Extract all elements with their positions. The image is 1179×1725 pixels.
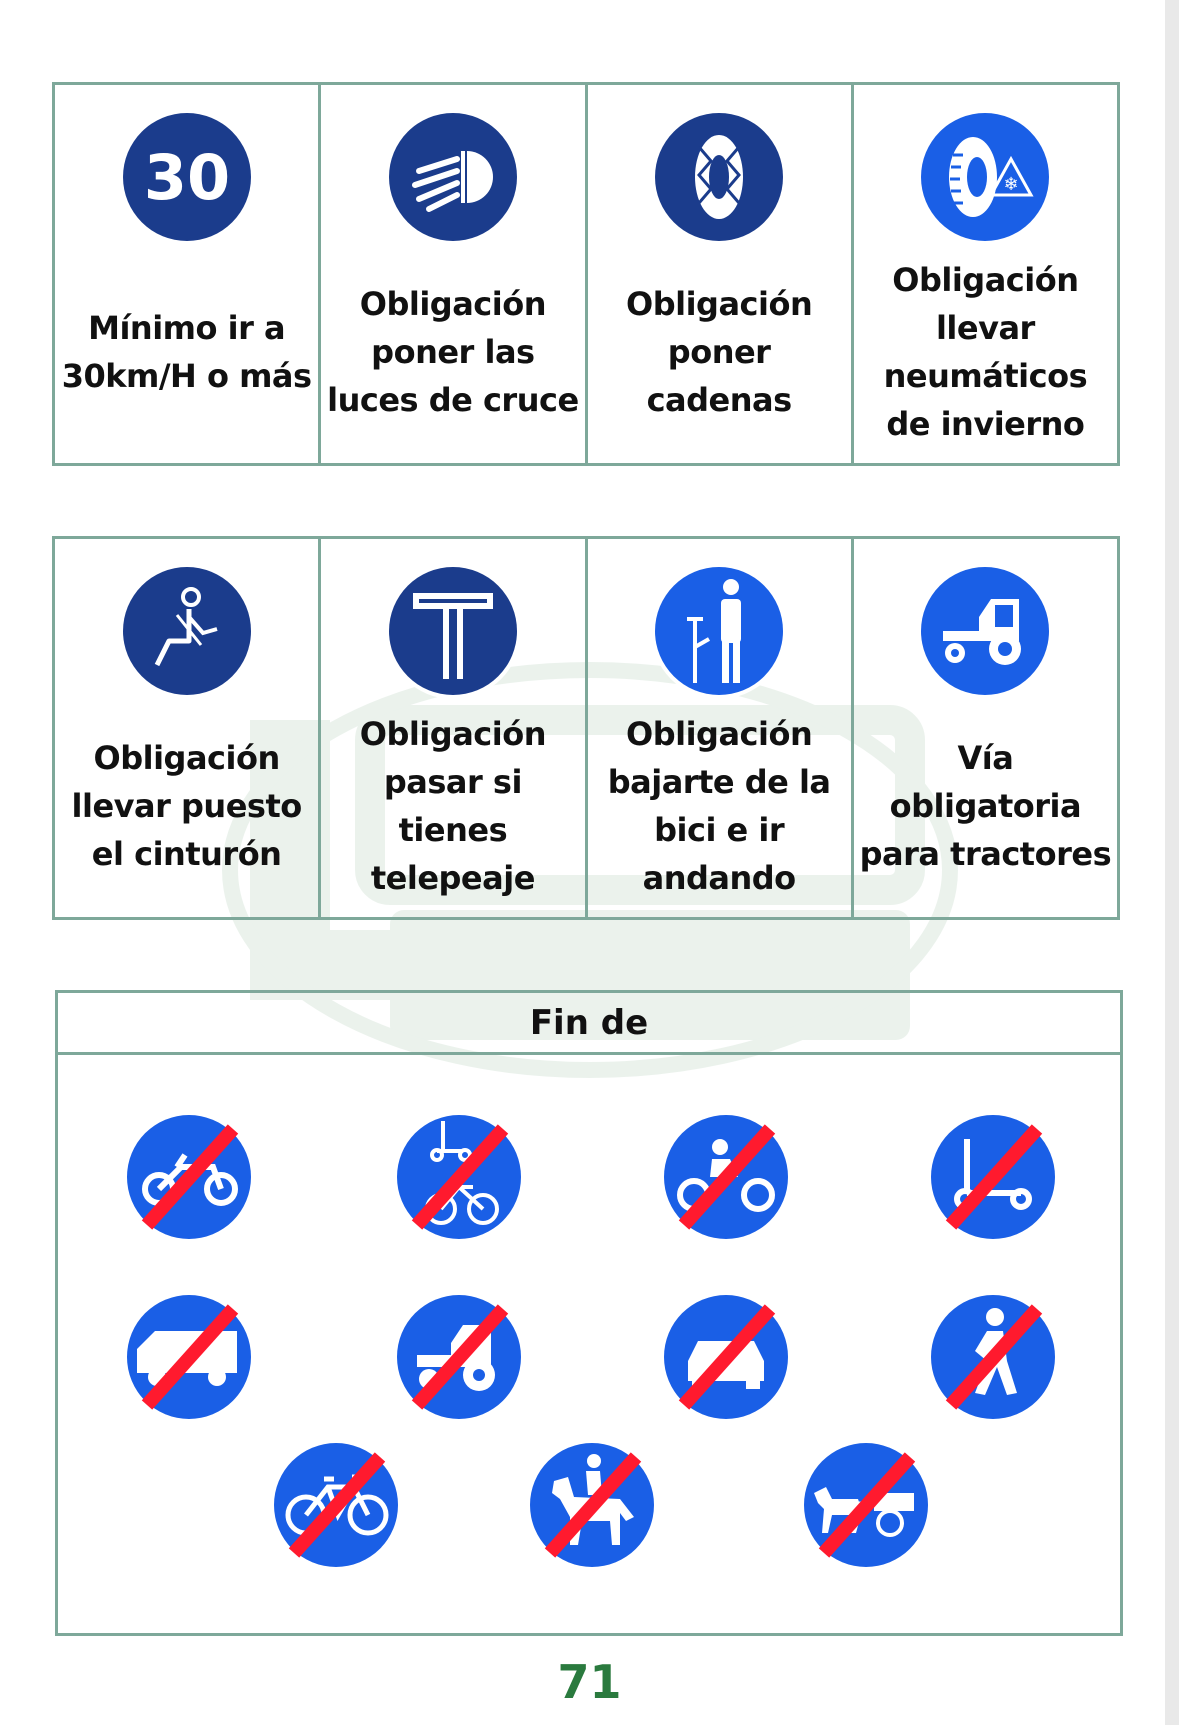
end-car-lane-sign-icon xyxy=(658,1289,794,1425)
sign-label: Vía obligatoria para tractores xyxy=(859,739,1112,873)
seat-belt-sign-icon xyxy=(117,561,257,701)
svg-text:30: 30 xyxy=(143,141,230,214)
sign-cell xyxy=(55,539,321,917)
tractor-road-sign-icon xyxy=(915,561,1055,701)
end-truck-lane-sign-icon xyxy=(121,1289,257,1425)
sign-cell xyxy=(588,85,854,463)
snow-chains-sign-icon xyxy=(649,107,789,247)
svg-text:❄: ❄ xyxy=(1003,174,1019,195)
sign-cell xyxy=(588,539,854,917)
mandatory-signs-row-2 xyxy=(52,536,1120,920)
mandatory-signs-row-1 xyxy=(52,82,1120,466)
sign-cell xyxy=(321,85,587,463)
sign-label: Obligación pasar si tienes telepeaje xyxy=(359,715,546,897)
end-moped-lane-sign-icon xyxy=(121,1109,257,1245)
sign-label: Obligación poner cadenas xyxy=(626,285,813,419)
section-title: Fin de xyxy=(58,993,1120,1055)
sign-cell xyxy=(321,539,587,917)
sign-label: Obligación poner las luces de cruce xyxy=(327,285,579,419)
toll-tag-sign-icon xyxy=(383,561,523,701)
end-of-lane-signs-box xyxy=(55,990,1123,1636)
walk-bicycle-sign-icon xyxy=(649,561,789,701)
end-scooter-lane-sign-icon xyxy=(925,1109,1061,1245)
end-horse-cart-lane-sign-icon xyxy=(798,1437,934,1573)
dipped-headlights-sign-icon xyxy=(383,107,523,247)
page-number: 71 xyxy=(557,1655,622,1709)
end-scooter-bicycle-lane-sign-icon xyxy=(391,1109,527,1245)
end-bicycle-lane-sign-icon xyxy=(268,1437,404,1573)
end-tractor-lane-sign-icon xyxy=(391,1289,527,1425)
winter-tyres-sign-icon xyxy=(915,107,1055,247)
end-pedestrian-path-sign-icon xyxy=(925,1289,1061,1425)
sign-cell xyxy=(854,539,1117,917)
sign-label: Obligación llevar puesto el cinturón xyxy=(71,739,302,873)
end-motorcycle-lane-sign-icon xyxy=(658,1109,794,1245)
sign-label: Obligación llevar neumáticos de invierno xyxy=(883,261,1088,443)
sign-label: Obligación bajarte de la bici e ir andando xyxy=(607,715,831,897)
sign-cell xyxy=(854,85,1117,463)
minimum-speed-30-sign-icon xyxy=(117,107,257,247)
page-edge xyxy=(1165,0,1179,1725)
sign-cell xyxy=(55,85,321,463)
end-horse-riding-path-sign-icon xyxy=(524,1437,660,1573)
sign-label: Mínimo ir a 30km/H o más xyxy=(61,309,312,395)
